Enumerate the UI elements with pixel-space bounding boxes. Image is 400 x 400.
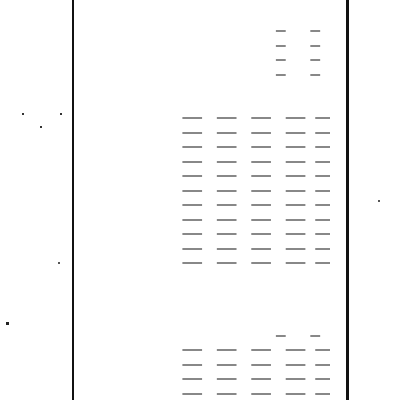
toc-leader bbox=[84, 170, 330, 178]
toc-entry bbox=[84, 356, 342, 371]
toc-leader bbox=[84, 373, 330, 381]
toc-entry bbox=[84, 196, 342, 211]
page-title bbox=[80, 0, 340, 10]
page-right-edge bbox=[346, 0, 349, 400]
toc-leader bbox=[84, 112, 330, 120]
toc-leader bbox=[84, 25, 330, 33]
toc-leader bbox=[84, 54, 330, 62]
toc-leader bbox=[84, 40, 330, 48]
toc-leader bbox=[84, 257, 330, 265]
toc-entry bbox=[84, 124, 342, 139]
toc-entry bbox=[84, 66, 342, 81]
toc-entry bbox=[84, 225, 342, 240]
toc-leader bbox=[84, 388, 330, 396]
toc-entry bbox=[84, 22, 342, 37]
toc-leader bbox=[84, 185, 330, 193]
toc-leader bbox=[84, 330, 330, 338]
toc-leader bbox=[84, 127, 330, 135]
toc-entry bbox=[84, 385, 342, 400]
toc-entry bbox=[84, 138, 342, 153]
table-of-contents bbox=[84, 22, 342, 399]
toc-leader bbox=[84, 286, 330, 294]
toc-entry bbox=[84, 109, 342, 124]
toc-entry bbox=[84, 283, 342, 298]
toc-entry bbox=[84, 240, 342, 255]
toc-leader bbox=[84, 141, 330, 149]
toc-leader bbox=[84, 243, 330, 251]
toc-leader bbox=[84, 301, 330, 309]
toc-leader bbox=[84, 199, 330, 207]
toc-entry bbox=[84, 37, 342, 52]
toc-entry bbox=[84, 51, 342, 66]
toc-entry bbox=[84, 327, 342, 342]
toc-entry bbox=[84, 341, 342, 356]
toc-entry bbox=[84, 254, 342, 269]
toc-entry bbox=[84, 370, 342, 385]
toc-leader bbox=[84, 344, 330, 352]
page-left-edge bbox=[72, 0, 74, 400]
toc-leader bbox=[84, 69, 330, 77]
toc-entry bbox=[84, 153, 342, 168]
toc-leader bbox=[84, 98, 330, 106]
toc-entry bbox=[84, 269, 342, 284]
toc-entry bbox=[84, 167, 342, 182]
toc-leader bbox=[84, 315, 330, 323]
toc-entry bbox=[84, 182, 342, 197]
toc-leader bbox=[84, 228, 330, 236]
toc-entry bbox=[84, 298, 342, 313]
toc-entry bbox=[84, 312, 342, 327]
toc-entry bbox=[84, 80, 342, 95]
toc-entry bbox=[84, 95, 342, 110]
toc-leader bbox=[84, 359, 330, 367]
toc-leader bbox=[84, 83, 330, 91]
toc-leader bbox=[84, 272, 330, 280]
toc-leader bbox=[84, 214, 330, 222]
toc-entry bbox=[84, 211, 342, 226]
toc-leader bbox=[84, 156, 330, 164]
